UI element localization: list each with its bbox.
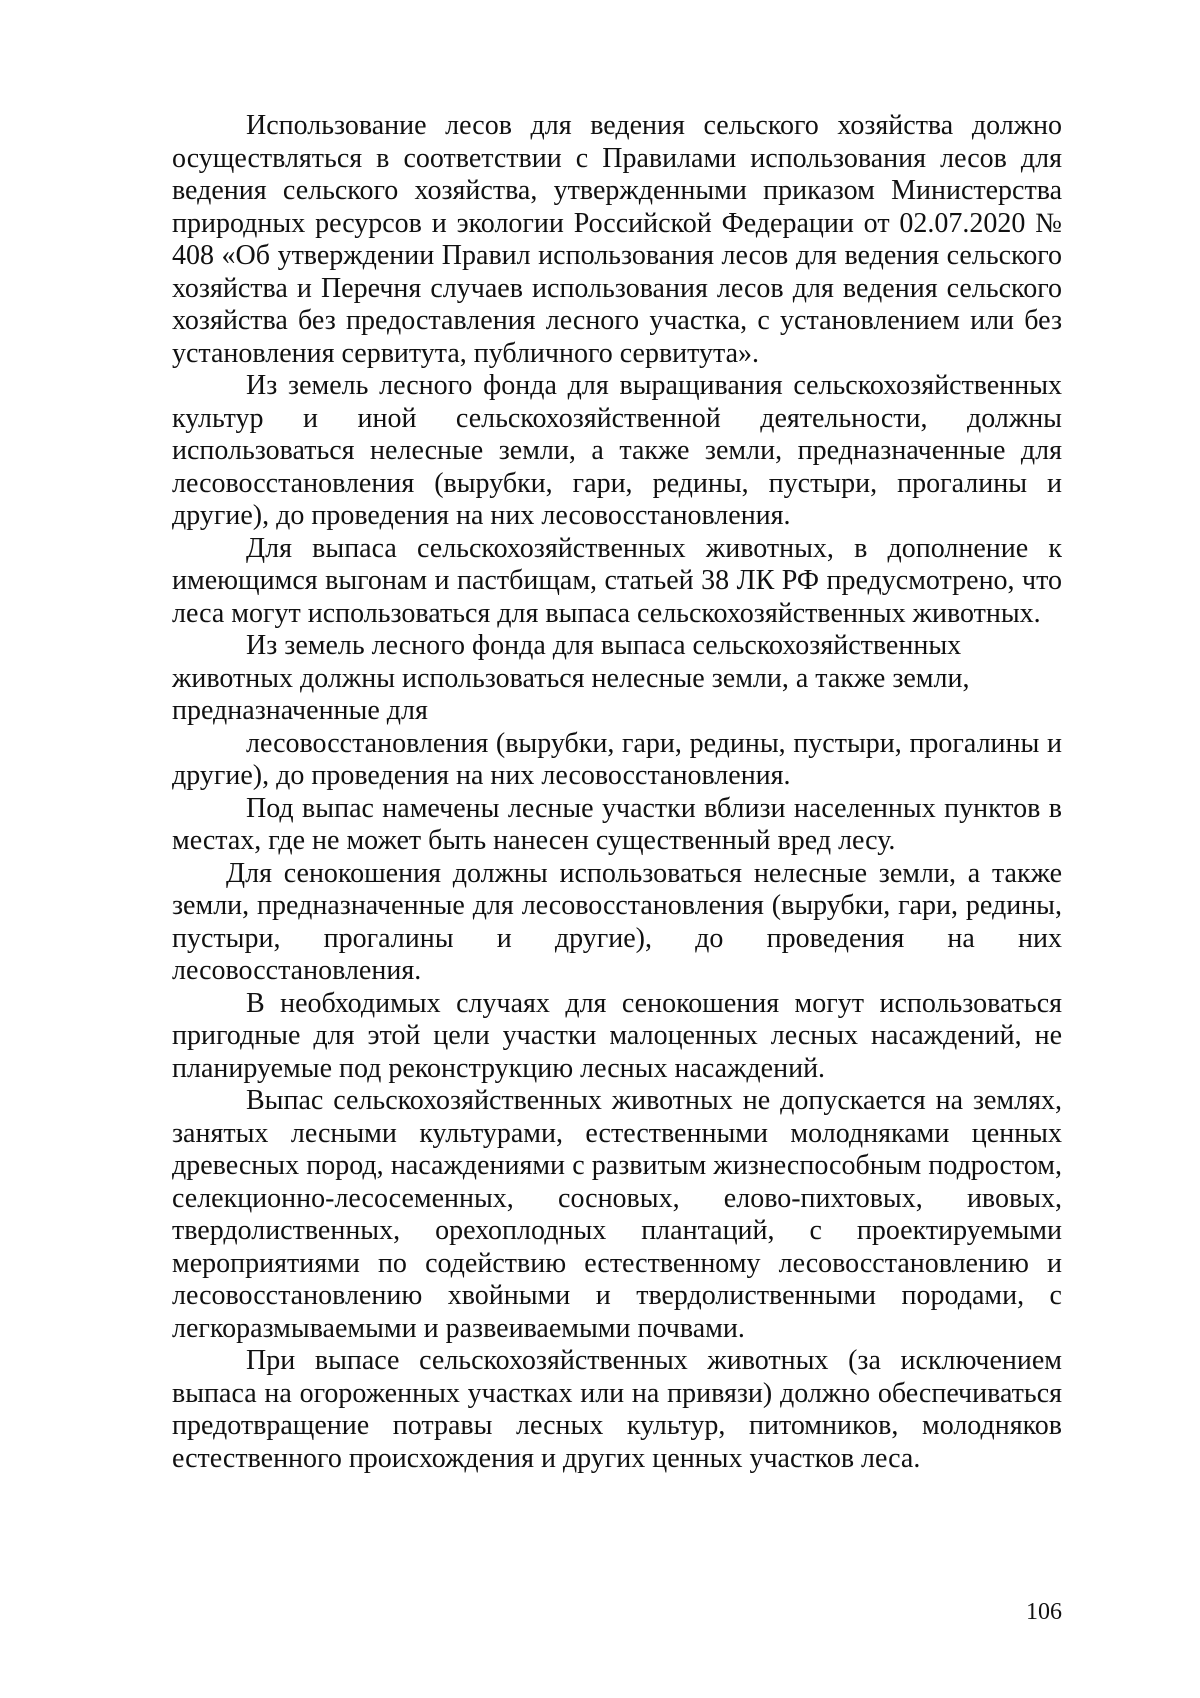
paragraph-haymaking-lands: Для сенокошения должны использоваться нелесные земли, а также земли, предназначенные для лесовосстановления (вырубки, гари, редины, пустыри, прогалины и другие), до проведения на них лесовосстановления. xyxy=(172,857,1062,986)
paragraph-grazing-article-38: Для выпаса сельскохозяйственных животных, в дополнение к имеющимся выгонам и пастбищам, статьей 38 ЛК РФ предусмотрено, что леса могут использоваться для выпаса сельскохозяйственных животных. xyxy=(172,532,1062,629)
paragraph-grazing-sites: Под выпас намечены лесные участки вблизи населенных пунктов в местах, где не может быть нанесен существенный вред лесу. xyxy=(172,792,1062,856)
paragraph-grazing-prohibited: Выпас сельскохозяйственных животных не допускается на землях, занятых лесными культурами, естественными молодняками ценных древесных пород, насаждениями с развитым жизнеспособным подростом, селекционно-лесосеменных, сосновых, елово-пихтовых, ивовых, твердолиственных, орехоплодных плантаций, с проектируемыми мероприятиями по содействию естественному лесовосстановлению и лесовосстановлению хвойными и твердолиственными породами, с легкоразмываемыми и развеиваемыми почвами. xyxy=(172,1085,1062,1344)
page-number: 106 xyxy=(1026,1599,1062,1625)
paragraph-grazing-lands-continued: лесовосстановления (вырубки, гари, редины, пустыри, прогалины и другие), до проведения на них лесовосстановления. xyxy=(172,727,1062,791)
paragraph-haymaking-stands: В необходимых случаях для сенокошения могут использоваться пригодные для этой цели участки малоценных лесных насаждений, не планируемые под реконструкцию лесных насаждений. xyxy=(172,987,1062,1084)
paragraph-grazing-protection: При выпасе сельскохозяйственных животных (за исключением выпаса на огороженных участках или на привязи) должно обеспечиваться предотвращение потравы лесных культур, питомников, молодняков естественного происхождения и других ценных участков леса. xyxy=(172,1345,1062,1474)
paragraph-grazing-lands: Из земель лесного фонда для выпаса сельскохозяйственных животных должны использоваться нелесные земли, а также земли, предназначенные для xyxy=(172,630,970,726)
document-body xyxy=(172,110,1062,1475)
paragraph-agriculture-rules: Использование лесов для ведения сельского хозяйства должно осуществляться в соответствии с Правилами использования лесов для ведения сельского хозяйства, утвержденными приказом Министерства природных ресурсов и экологии Российской Федерации от 02.07.2020 № 408 «Об утверждении Правил использования лесов для ведения сельского хозяйства и Перечня случаев использования лесов для ведения сельского хозяйства без предоставления лесного участка, с установлением или без установления сервитута, публичного сервитута». xyxy=(172,110,1062,369)
paragraph-crop-lands: Из земель лесного фонда для выращивания сельскохозяйственных культур и иной сельскохозяйственной деятельности, должны использоваться нелесные земли, а также земли, предназначенные для лесовосстановления (вырубки, гари, редины, пустыри, прогалины и другие), до проведения на них лесовосстановления. xyxy=(172,370,1062,531)
